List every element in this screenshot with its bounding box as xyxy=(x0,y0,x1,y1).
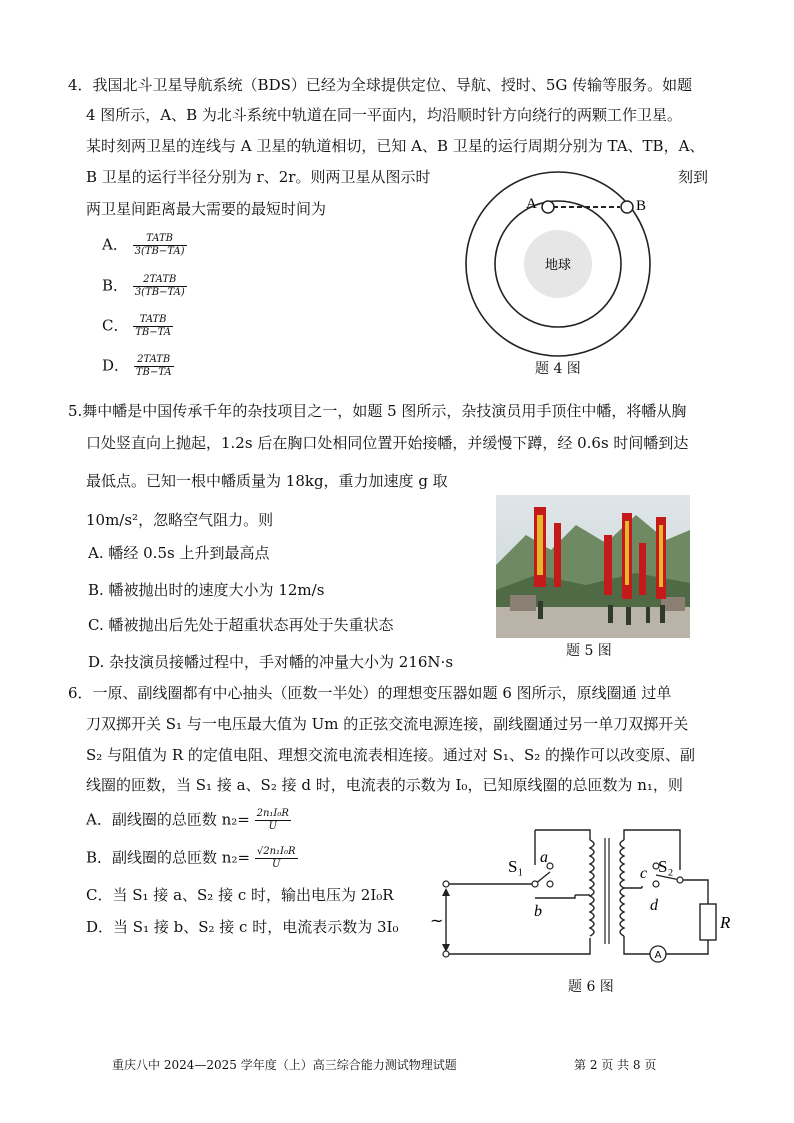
option-label: A． xyxy=(102,235,128,254)
footer-exam-title: 重庆八中 2024—2025 学年度（上）高三综合能力测试物理试题 xyxy=(112,1058,457,1072)
footer-page-number: 第 2 页 共 8 页 xyxy=(574,1058,657,1072)
denominator: 3(TB−TA) xyxy=(134,246,185,257)
q6-line-3: S₂ 与阻值为 R 的定值电阻、理想交流电流表相连接。通过对 S₁、S₂ 的操作可以改变原、副 xyxy=(86,746,696,764)
ac-source-icon: ~ xyxy=(430,911,444,930)
wire xyxy=(624,936,650,954)
denominator: TB−TA xyxy=(135,367,172,378)
wire xyxy=(535,830,590,840)
q5-option-c[interactable]: C. 幡被抛出后先处于超重状态再处于失重状态 xyxy=(88,616,394,634)
q5-line-3: 最低点。已知一根中幡质量为 18kg，重力加速度 g 取 xyxy=(86,472,448,490)
wire xyxy=(666,940,708,954)
terminal-c-label: c xyxy=(640,865,648,882)
q5-line-4: 10m/s²，忽略空气阻力。则 xyxy=(86,511,274,529)
switch-s2-label: S₂ xyxy=(658,857,674,876)
numerator: TATB xyxy=(133,233,187,246)
secondary-coil xyxy=(620,840,624,936)
option-label: D． xyxy=(102,356,130,375)
q6-option-c[interactable]: C．当 S₁ 接 a、S₂ 接 c 时，输出电压为 2I₀R xyxy=(86,886,394,904)
q4-option-b[interactable] xyxy=(102,274,187,299)
zhongfan-photo xyxy=(496,495,690,638)
option-label: C． xyxy=(102,316,129,335)
satellite-a-icon xyxy=(542,201,554,213)
option-text: A．副线圈的总匝数 n₂= xyxy=(86,810,250,829)
terminal-a-label: a xyxy=(540,849,548,866)
fraction xyxy=(133,274,187,299)
transformer-circuit xyxy=(430,820,740,978)
earth-label: 地球 xyxy=(544,258,572,273)
fraction xyxy=(133,314,173,339)
fraction xyxy=(133,233,187,258)
q4-line-2: 4 图所示，A、B 为北斗系统中轨道在同一平面内，均沿顺时针方向绕行的两颗工作卫星。 xyxy=(86,106,682,124)
q6-line-4: 线圈的匝数，当 S₁ 接 a、S₂ 接 d 时，电流表的示数为 I₀，已知原线圈的总匝数为 n₁，则 xyxy=(86,776,683,794)
option-label: B． xyxy=(102,276,129,295)
q6-option-d[interactable]: D．当 S₁ 接 b、S₂ 接 c 时，电流表示数为 3I₀ xyxy=(86,918,399,936)
denominator: 3(TB−TA) xyxy=(134,287,185,298)
q6-option-b[interactable] xyxy=(86,846,298,871)
primary-coil xyxy=(590,840,594,936)
figure-6-caption: 题 6 图 xyxy=(568,979,614,995)
option-text: B．副线圈的总匝数 n₂= xyxy=(86,848,251,867)
satellite-b-label: B xyxy=(636,198,647,214)
ammeter-label: A xyxy=(654,950,662,961)
terminal-d-label: d xyxy=(650,897,658,914)
wire xyxy=(446,938,590,954)
fraction xyxy=(255,846,298,871)
q6-line-1: 6．一原、副线圈都有中心抽头（匝数一半处）的理想变压器如题 6 图所示，原线圈通 过单 xyxy=(68,684,672,702)
numerator: TATB xyxy=(133,314,173,327)
figure-4-caption: 题 4 图 xyxy=(535,361,581,377)
switch-s1-label: S₁ xyxy=(508,857,524,876)
denominator: TB−TA xyxy=(135,327,172,338)
wire xyxy=(535,895,575,898)
figure-5-caption: 题 5 图 xyxy=(566,643,612,659)
q4-line-4: B 卫星的运行半径分别为 r、2r。则两卫星从图示时 xyxy=(86,168,431,186)
q6-option-a[interactable] xyxy=(86,808,291,833)
satellite-b-icon xyxy=(621,201,633,213)
numerator: √2n₁I₀R xyxy=(256,846,296,857)
satellite-a-label: A xyxy=(526,196,537,212)
numerator: 2n₁I₀R xyxy=(256,808,289,819)
q5-option-a[interactable]: A. 幡经 0.5s 上升到最高点 xyxy=(88,544,270,562)
orbit-diagram xyxy=(440,170,680,380)
q4-line-5: 两卫星间距离最大需要的最短时间为 xyxy=(86,200,327,218)
q5-option-d[interactable]: D. 杂技演员接幡过程中，手对幡的冲量大小为 216N·s xyxy=(88,653,454,671)
q4-line-4-tail: 刻到 xyxy=(678,168,709,186)
q4-option-c[interactable] xyxy=(102,314,173,339)
fraction xyxy=(255,808,291,833)
q6-line-2: 刀双掷开关 S₁ 与一电压最大值为 Um 的正弦交流电源连接，副线圈通过另一单刀双掷开关 xyxy=(86,715,689,733)
q4-option-d[interactable] xyxy=(102,354,174,379)
q4-option-a[interactable] xyxy=(102,233,187,258)
resistor-label: R xyxy=(720,913,731,932)
q4-line-1: 4．我国北斗卫星导航系统（BDS）已经为全球提供定位、导航、授时、5G 传输等服务。如题 xyxy=(68,76,693,94)
q5-line-2: 口处竖直向上抛起，1.2s 后在胸口处相同位置开始接幡，并缓慢下蹲，经 0.6s 时间幡到达 xyxy=(86,434,689,452)
fraction xyxy=(134,354,174,379)
numerator: 2TATB xyxy=(133,274,187,287)
q5-option-b[interactable]: B. 幡被抛出时的速度大小为 12m/s xyxy=(88,581,325,599)
denominator: U xyxy=(271,859,281,870)
numerator: 2TATB xyxy=(134,354,174,367)
photo-illustration xyxy=(496,495,690,638)
wire xyxy=(680,880,708,904)
terminal-b-label: b xyxy=(534,903,542,920)
q5-line-1: 5.舞中幡是中国传承千年的杂技项目之一，如题 5 图所示，杂技演员用手顶住中幡，将幡从胸 xyxy=(68,402,687,420)
resistor xyxy=(700,904,716,940)
denominator: U xyxy=(268,821,277,832)
q4-line-3: 某时刻两卫星的连线与 A 卫星的轨道相切，已知 A、B 卫星的运行周期分别为 TA、TB，A、 xyxy=(86,137,705,155)
